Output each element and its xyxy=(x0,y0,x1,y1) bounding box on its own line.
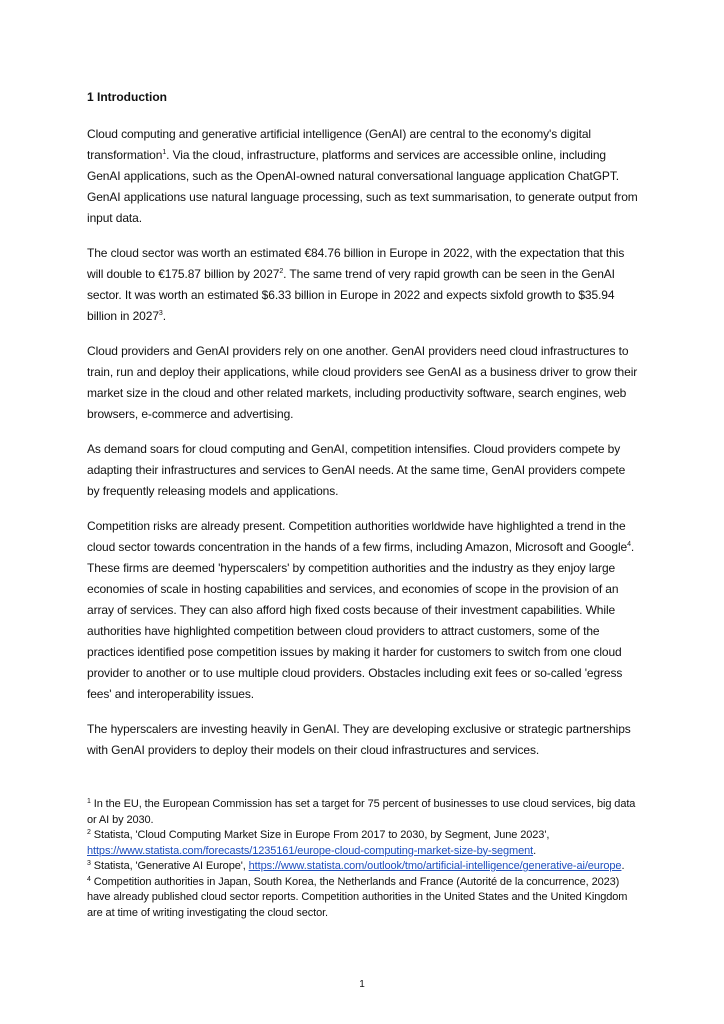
footnote-3 xyxy=(87,859,639,875)
paragraph-2-text-a: The cloud sector was worth an estimated €84.76 billion in Europe in 2022, with the expectation that this will double to €175.87 billion by 2027 xyxy=(87,246,625,281)
footnote-2-link[interactable]: https://www.statista.com/forecasts/1235161/europe-cloud-computing-market-size-by-segment xyxy=(87,844,534,857)
footnote-3-tail: . xyxy=(621,860,625,872)
footnote-1-number: 1 xyxy=(87,798,91,805)
footnote-4-text: Competition authorities in Japan, South Korea, the Netherlands and France (Autorité de la concurrence, 2023) have already published cloud sector reports. Competition authorities in the United States and the United Kingdom are at time of writing investigating the cloud sector. xyxy=(87,875,628,919)
paragraph-2-text-c: . xyxy=(162,309,166,323)
footnote-ref-1[interactable]: 1 xyxy=(162,149,167,156)
footnote-1-text: In the EU, the European Commission has set a target for 75 percent of businesses to use cloud services, big data or AI by 2030. xyxy=(87,798,636,826)
footnote-4-number: 4 xyxy=(87,875,91,883)
paragraph-2 xyxy=(87,243,639,327)
paragraph-2-text-b: . The same trend of very rapid growth can be seen in the GenAI sector. It was worth an estimated $6.33 billion in Europe in 2022 and expects sixfold growth to $35.94 billion in 2027 xyxy=(87,267,615,323)
paragraph-1-text-b: . Via the cloud, infrastructure, platforms and services are accessible online, including GenAI applications, such as the OpenAI-owned natural conversational language application ChatGPT. GenAI applications use natural language processing, such as text summarisation, to generate output from input data. xyxy=(87,148,638,225)
page-number: 1 xyxy=(359,979,365,990)
footnote-2-text: Statista, 'Cloud Computing Market Size in Europe From 2017 to 2030, by Segment, June 2023', xyxy=(90,829,550,841)
section-heading: 1 Introduction xyxy=(87,90,167,104)
footnote-ref-3[interactable]: 3 xyxy=(158,310,163,317)
paragraph-5 xyxy=(87,516,639,705)
footnote-ref-4[interactable]: 4 xyxy=(627,541,631,548)
footnote-3-text: Statista, 'Generative AI Europe', xyxy=(90,860,249,872)
footnote-3-number: 3 xyxy=(87,860,91,867)
paragraph-4: As demand soars for cloud computing and GenAI, competition intensifies. Cloud providers compete by adapting their infrastructures and services to GenAI needs. At the same time, GenAI providers compete by frequently releasing models and applications. xyxy=(87,442,626,498)
footnote-3-link[interactable]: https://www.statista.com/outlook/tmo/artificial-intelligence/generative-ai/europe xyxy=(248,860,622,872)
paragraph-1 xyxy=(87,124,639,229)
paragraph-1-text-a: Cloud computing and generative artificial intelligence (GenAI) are central to the economy's digital transformation xyxy=(87,127,592,162)
footnote-2-number: 2 xyxy=(87,829,91,836)
footnotes xyxy=(87,797,639,921)
footnote-ref-2[interactable]: 2 xyxy=(279,268,284,275)
paragraph-6: The hyperscalers are investing heavily in GenAI. They are developing exclusive or strategic partnerships with GenAI providers to deploy their models on their cloud infrastructures and services. xyxy=(87,722,631,757)
footnote-2 xyxy=(87,828,639,859)
paragraph-5-text-b: . These firms are deemed 'hyperscalers' by competition authorities and the industry as they enjoy large economies of scale in hosting capabilities and services, and economies of scope in the provision of an array of services. They can also afford high fixed costs because of their investment capabilities. While authorities have highlighted competition between cloud providers to attract customers, some of the practices identified pose competition issues by making it harder for customers to switch from one cloud provider to another or to use multiple cloud providers. Obstacles including exit fees or so-called 'egress fees' and interoperability issues. xyxy=(87,540,635,701)
footnote-1 xyxy=(87,797,639,828)
footnote-4 xyxy=(87,875,639,922)
footnote-2-tail: . xyxy=(533,844,537,857)
document-body xyxy=(87,88,639,775)
paragraph-5-text-a: Competition risks are already present. Competition authorities worldwide have highlighted a trend in the cloud sector towards concentration in the hands of a few firms, including Amazon, Microsoft and Google xyxy=(87,519,628,554)
paragraph-3: Cloud providers and GenAI providers rely on one another. GenAI providers need cloud infrastructures to train, run and deploy their applications, while cloud providers see GenAI as a business driver to grow their market size in the cloud and other related markets, including productivity software, search engines, web browsers, e-commerce and advertising. xyxy=(87,344,638,421)
